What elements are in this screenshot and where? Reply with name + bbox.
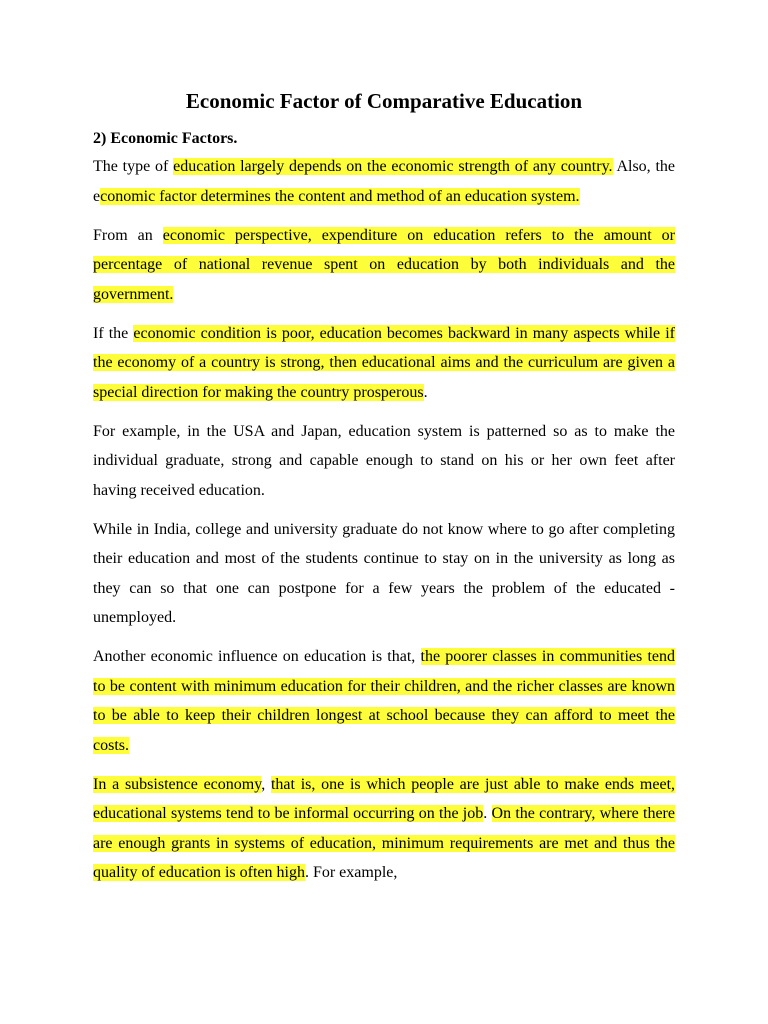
text-segment: , <box>261 775 271 793</box>
text-segment: Also, the e <box>93 158 676 205</box>
text-segment: While in India, college and university graduate do not know where to go after completing their education and most of the students continue to stay on in the university as long as they can so that one can postpone for a few years the problem of the educated - unemployed. <box>93 520 675 626</box>
paragraph <box>93 642 675 760</box>
document-page <box>93 86 675 888</box>
paragraph <box>93 770 675 888</box>
highlighted-text: the poorer classes in communities tend to be content with minimum education for their children, and the richer classes are known to be able to keep their children longest at school because they can afford to meet the costs. <box>93 648 675 754</box>
paragraph <box>93 152 675 211</box>
section-heading: 2) Economic Factors. <box>93 130 238 147</box>
text-segment: For example, in the USA and Japan, education system is patterned so as to make the individual graduate, strong and capable enough to stand on his or her own feet after having received education. <box>93 422 675 499</box>
text-segment: If the <box>93 324 134 342</box>
text-segment: The type of <box>93 158 174 175</box>
text-segment: Another economic influence on education is that, <box>93 648 421 665</box>
highlighted-text: economic perspective, expenditure on education refers to the amount or percentage of national revenue spent on education by both individuals and the government. <box>93 226 675 303</box>
highlighted-text: that is, one is which people are just able to make ends meet, educational systems tend to be informal occurring on the job <box>93 775 676 822</box>
text-segment: . <box>423 383 428 401</box>
text-segment: From an <box>93 226 163 244</box>
highlighted-text: education largely depends on the economic strength of any country. <box>173 158 613 175</box>
highlighted-text: conomic factor determines the content and method of an education system. <box>100 187 580 205</box>
text-segment: . For example, <box>304 864 398 881</box>
highlighted-text: On the contrary, where there are enough grants in systems of education, minimum requirements are met and thus the quality of education is often high <box>93 805 675 881</box>
paragraph <box>93 515 675 633</box>
paragraph <box>93 319 675 408</box>
paragraph-list <box>93 152 675 888</box>
text-segment: . <box>483 805 492 822</box>
paragraph <box>93 417 675 506</box>
highlighted-text: economic condition is poor, education becomes backward in many aspects while if the economy of a country is strong, then educational aims and the curriculum are given a special direction for making the country prosperous <box>93 324 676 401</box>
document-title: Economic Factor of Comparative Education <box>185 89 583 113</box>
paragraph <box>93 221 675 310</box>
highlighted-text: In a subsistence economy <box>93 775 262 793</box>
